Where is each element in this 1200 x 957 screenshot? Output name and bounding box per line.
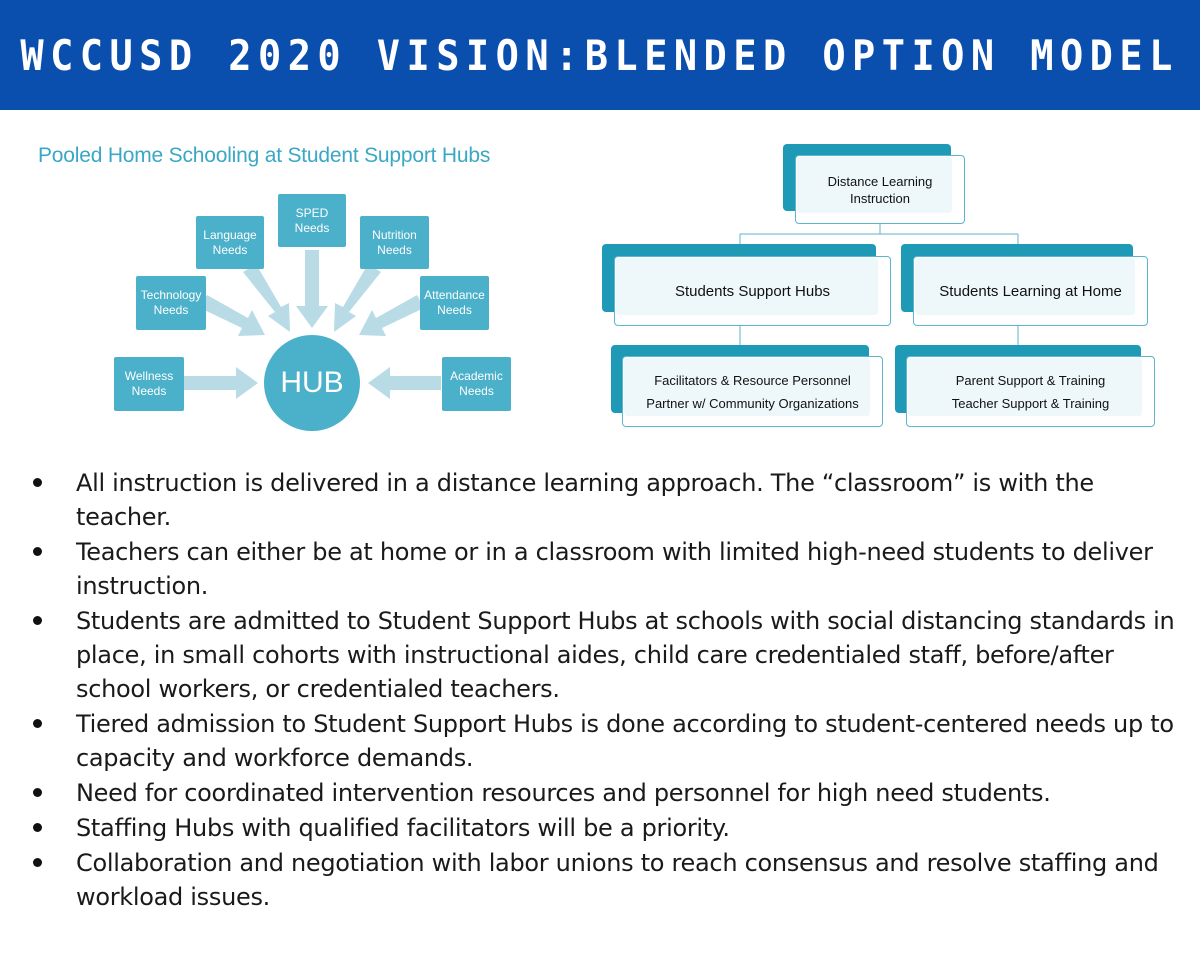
bullet-dot-icon: [33, 547, 42, 556]
hub-diagram-title: Pooled Home Schooling at Student Support Hubs: [38, 144, 491, 167]
need-box-attendance: Attendance Needs: [420, 276, 489, 330]
org-node-learning-at-home: Students Learning at Home: [913, 256, 1148, 326]
org-node-student-support-hubs: Students Support Hubs: [614, 256, 891, 326]
bullet-dot-icon: [33, 823, 42, 832]
need-box-technology: Technology Needs: [136, 276, 206, 330]
org-node-facilitators: Facilitators & Resource Personnel Partner w/ Community Organizations: [622, 356, 883, 427]
need-box-wellness: Wellness Needs: [114, 357, 184, 411]
bullet-dot-icon: [33, 858, 42, 867]
list-item: Teachers can either be at home or in a classroom with limited high-need students to deliver instruction.: [30, 535, 1180, 603]
hub-circle: HUB: [264, 335, 360, 431]
list-item: Need for coordinated intervention resources and personnel for high need students.: [30, 776, 1180, 810]
list-item: Collaboration and negotiation with labor unions to reach consensus and resolve staffing and workload issues.: [30, 846, 1180, 914]
page-title: WCCUSD 2020 VISION:BLENDED OPTION MODEL: [20, 30, 1180, 80]
list-item: Staffing Hubs with qualified facilitators will be a priority.: [30, 811, 1180, 845]
need-box-language: Language Needs: [196, 216, 264, 269]
bullet-list: [30, 466, 1180, 915]
need-box-sped: SPED Needs: [278, 194, 346, 247]
list-item: Tiered admission to Student Support Hubs is done according to student-centered needs up to capacity and workforce demands.: [30, 707, 1180, 775]
bullet-dot-icon: [33, 719, 42, 728]
list-item: Students are admitted to Student Support Hubs at schools with social distancing standards in place, in small cohorts with instructional aides, child care credentialed staff, before/after school workers, or credentialed teachers.: [30, 604, 1180, 706]
org-node-distance-learning: Distance Learning Instruction: [795, 155, 965, 224]
bullet-dot-icon: [33, 478, 42, 487]
bullet-dot-icon: [33, 788, 42, 797]
need-box-academic: Academic Needs: [442, 357, 511, 411]
need-box-nutrition: Nutrition Needs: [360, 216, 429, 269]
bullet-dot-icon: [33, 616, 42, 625]
list-item: All instruction is delivered in a distance learning approach. The “classroom” is with the teacher.: [30, 466, 1180, 534]
org-node-support-training: Parent Support & Training Teacher Support & Training: [906, 356, 1155, 427]
